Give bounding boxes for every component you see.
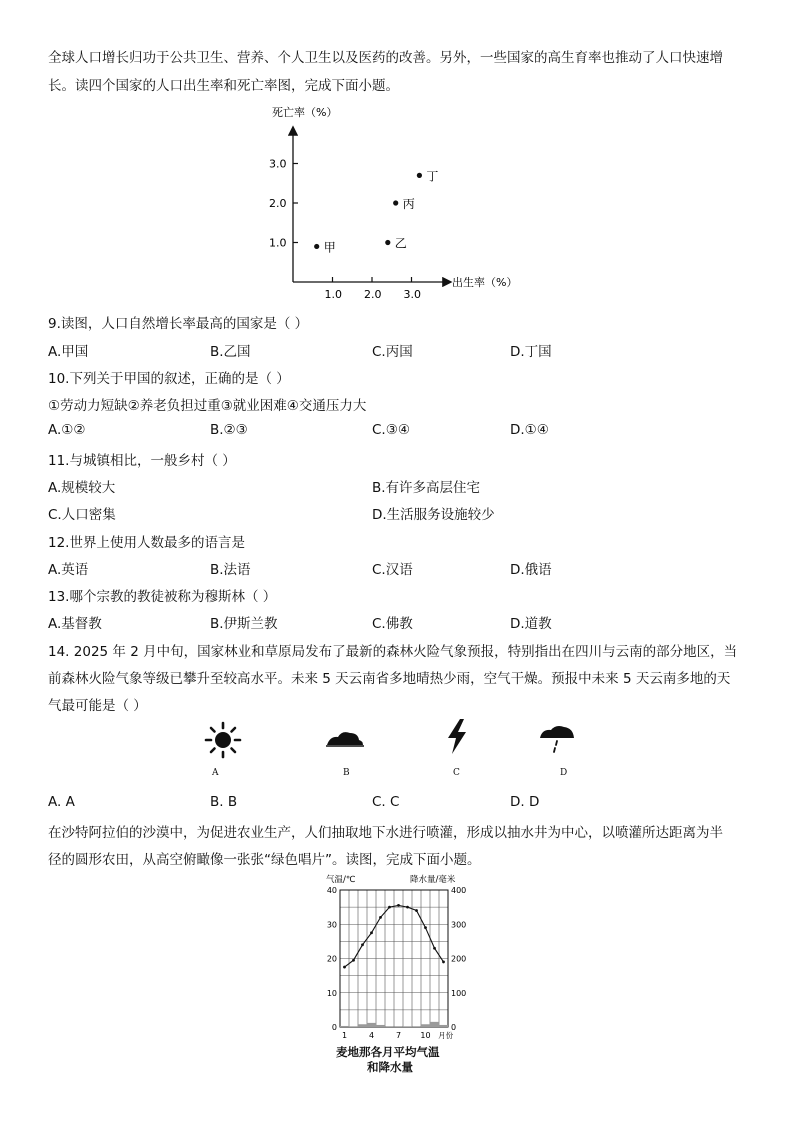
temperature-point (433, 947, 436, 950)
question-14-stem-line: 前森林火险气象等级已攀升至较高水平。未来 5 天云南省多地晴热少雨，空气干燥。预报中未来 5 天云南多地的天 (48, 671, 731, 687)
q11-option-d[interactable]: D.生活服务设施较少 (372, 507, 495, 523)
y-tick-label: 2.0 (269, 197, 287, 210)
q13-option-d[interactable]: D.道教 (510, 616, 552, 632)
question-9-stem: 9.读图，人口自然增长率最高的国家是（ ） (48, 316, 309, 332)
temperature-point (424, 926, 427, 929)
left-axis-label: 气温/℃ (326, 875, 356, 885)
temperature-point (442, 961, 445, 964)
temperature-point (361, 943, 364, 946)
right-axis-label: 降水量/毫米 (410, 875, 456, 885)
q13-option-b[interactable]: B.伊斯兰教 (210, 616, 278, 632)
precipitation-bar (340, 1026, 349, 1027)
climate-chart-caption: 麦地那各月平均气温 (336, 1045, 440, 1059)
data-point (393, 200, 398, 205)
right-tick-label: 0 (451, 1023, 457, 1032)
temperature-point (397, 904, 400, 907)
question-14-stem-line: 气最可能是（ ） (48, 698, 147, 714)
temperature-point (406, 906, 409, 909)
q9-option-c[interactable]: C.丙国 (372, 344, 413, 360)
data-point (314, 244, 319, 249)
cloudy-icon (324, 727, 366, 751)
precipitation-bar (358, 1024, 367, 1027)
month-tick-label: 4 (368, 1031, 375, 1040)
q13-option-c[interactable]: C.佛教 (372, 616, 413, 632)
q9-option-d[interactable]: D.丁国 (510, 344, 552, 360)
temperature-point (388, 906, 391, 909)
x-tick-label: 3.0 (403, 288, 421, 300)
point-label: 甲 (323, 240, 336, 255)
q14-option-d[interactable]: D. D (510, 794, 540, 810)
rain-cloud-icon (538, 724, 576, 754)
left-tick-label: 30 (326, 920, 337, 930)
intro-text-line: 在沙特阿拉伯的沙漠中，为促进农业生产，人们抽取地下水进行喷灌，形成以抽水井为中心，以喷灌所达距离为半 (48, 825, 723, 841)
temperature-point (370, 931, 373, 934)
q14-option-c[interactable]: C. C (372, 794, 400, 810)
climate-chart-caption: 和降水量 (367, 1060, 413, 1074)
right-tick-label: 400 (451, 886, 467, 895)
q12-option-b[interactable]: B.法语 (210, 562, 251, 578)
question-10-stem: 10.下列关于甲国的叙述，正确的是（ ） (48, 371, 290, 387)
icon-label-c: C (453, 768, 460, 778)
question-10-items: ①劳动力短缺②养老负担过重③就业困难④交通压力大 (48, 398, 367, 414)
temperature-point (379, 916, 382, 919)
question-13-stem: 13.哪个宗教的教徒被称为穆斯林（ ） (48, 589, 277, 605)
q9-option-a[interactable]: A.甲国 (48, 344, 89, 360)
q14-option-b[interactable]: B. B (210, 794, 238, 810)
birth-death-rate-chart (260, 100, 540, 300)
q14-option-a[interactable]: A. A (48, 794, 75, 810)
icon-label-b: B (343, 768, 350, 778)
month-unit-label: 月份 (438, 1031, 454, 1040)
q10-option-c[interactable]: C.③④ (372, 422, 410, 438)
q12-option-c[interactable]: C.汉语 (372, 562, 413, 578)
temperature-point (415, 909, 418, 912)
q12-option-a[interactable]: A.英语 (48, 562, 89, 578)
right-tick-label: 100 (451, 988, 467, 998)
intro-text-line: 长。读四个国家的人口出生率和死亡率图，完成下面小题。 (48, 78, 399, 94)
precipitation-bar (349, 1026, 358, 1027)
right-tick-label: 200 (451, 954, 467, 964)
right-tick-label: 300 (451, 920, 467, 930)
month-tick-label: 1 (341, 1031, 348, 1040)
q10-option-b[interactable]: B.②③ (210, 422, 248, 438)
precipitation-bar (367, 1023, 376, 1027)
icon-label-a: A (212, 768, 219, 778)
month-tick-label: 10 (420, 1031, 431, 1040)
y-tick-label: 3.0 (269, 157, 287, 171)
q11-option-c[interactable]: C.人口密集 (48, 507, 116, 523)
icon-label-d: D (560, 768, 568, 778)
month-tick-label: 7 (395, 1031, 402, 1040)
point-label: 丙 (402, 197, 415, 211)
temperature-point (352, 959, 355, 962)
precipitation-bar (421, 1024, 430, 1027)
y-tick-label: 1.0 (269, 236, 287, 250)
q10-option-d[interactable]: D.①④ (510, 422, 549, 438)
x-tick-label: 2.0 (364, 288, 382, 300)
q10-option-a[interactable]: A.①② (48, 422, 86, 438)
point-label: 乙 (394, 236, 407, 251)
question-12-stem: 12.世界上使用人数最多的语言是 (48, 535, 245, 551)
sun-icon (204, 721, 242, 759)
point-label: 丁 (426, 169, 439, 184)
left-tick-label: 0 (331, 1023, 337, 1032)
precipitation-bar (439, 1025, 448, 1027)
intro-text-line: 径的圆形农田，从高空俯瞰像一张张“绿色唱片”。读图，完成下面小题。 (48, 852, 481, 868)
data-point (385, 240, 390, 245)
q13-option-a[interactable]: A.基督教 (48, 616, 102, 632)
left-tick-label: 10 (326, 988, 337, 998)
x-tick-label: 1.0 (324, 288, 342, 300)
precipitation-bar (376, 1025, 385, 1027)
intro-text-line: 全球人口增长归功于公共卫生、营养、个人卫生以及医药的改善。另外，一些国家的高生育率也推动了人口快速增 (48, 50, 723, 66)
q9-option-b[interactable]: B.乙国 (210, 344, 251, 360)
temperature-point (343, 966, 346, 969)
question-11-stem: 11.与城镇相比，一般乡村（ ） (48, 453, 236, 469)
q12-option-d[interactable]: D.俄语 (510, 562, 552, 578)
precipitation-bar (430, 1022, 439, 1027)
y-axis-label: 死亡率（%） (272, 106, 338, 119)
lightning-icon (444, 718, 470, 756)
precipitation-bar (403, 1026, 412, 1027)
q11-option-a[interactable]: A.规模较大 (48, 480, 116, 496)
q11-option-b[interactable]: B.有许多高层住宅 (372, 480, 481, 496)
data-point (417, 173, 422, 178)
left-tick-label: 20 (326, 954, 337, 964)
left-tick-label: 40 (326, 886, 337, 895)
x-axis-label: 出生率（%） (452, 276, 518, 289)
question-14-stem-line: 14. 2025 年 2 月中旬，国家林业和草原局发布了最新的森林火险气象预报，特别指出在四川与云南的部分地区，当 (48, 644, 738, 660)
